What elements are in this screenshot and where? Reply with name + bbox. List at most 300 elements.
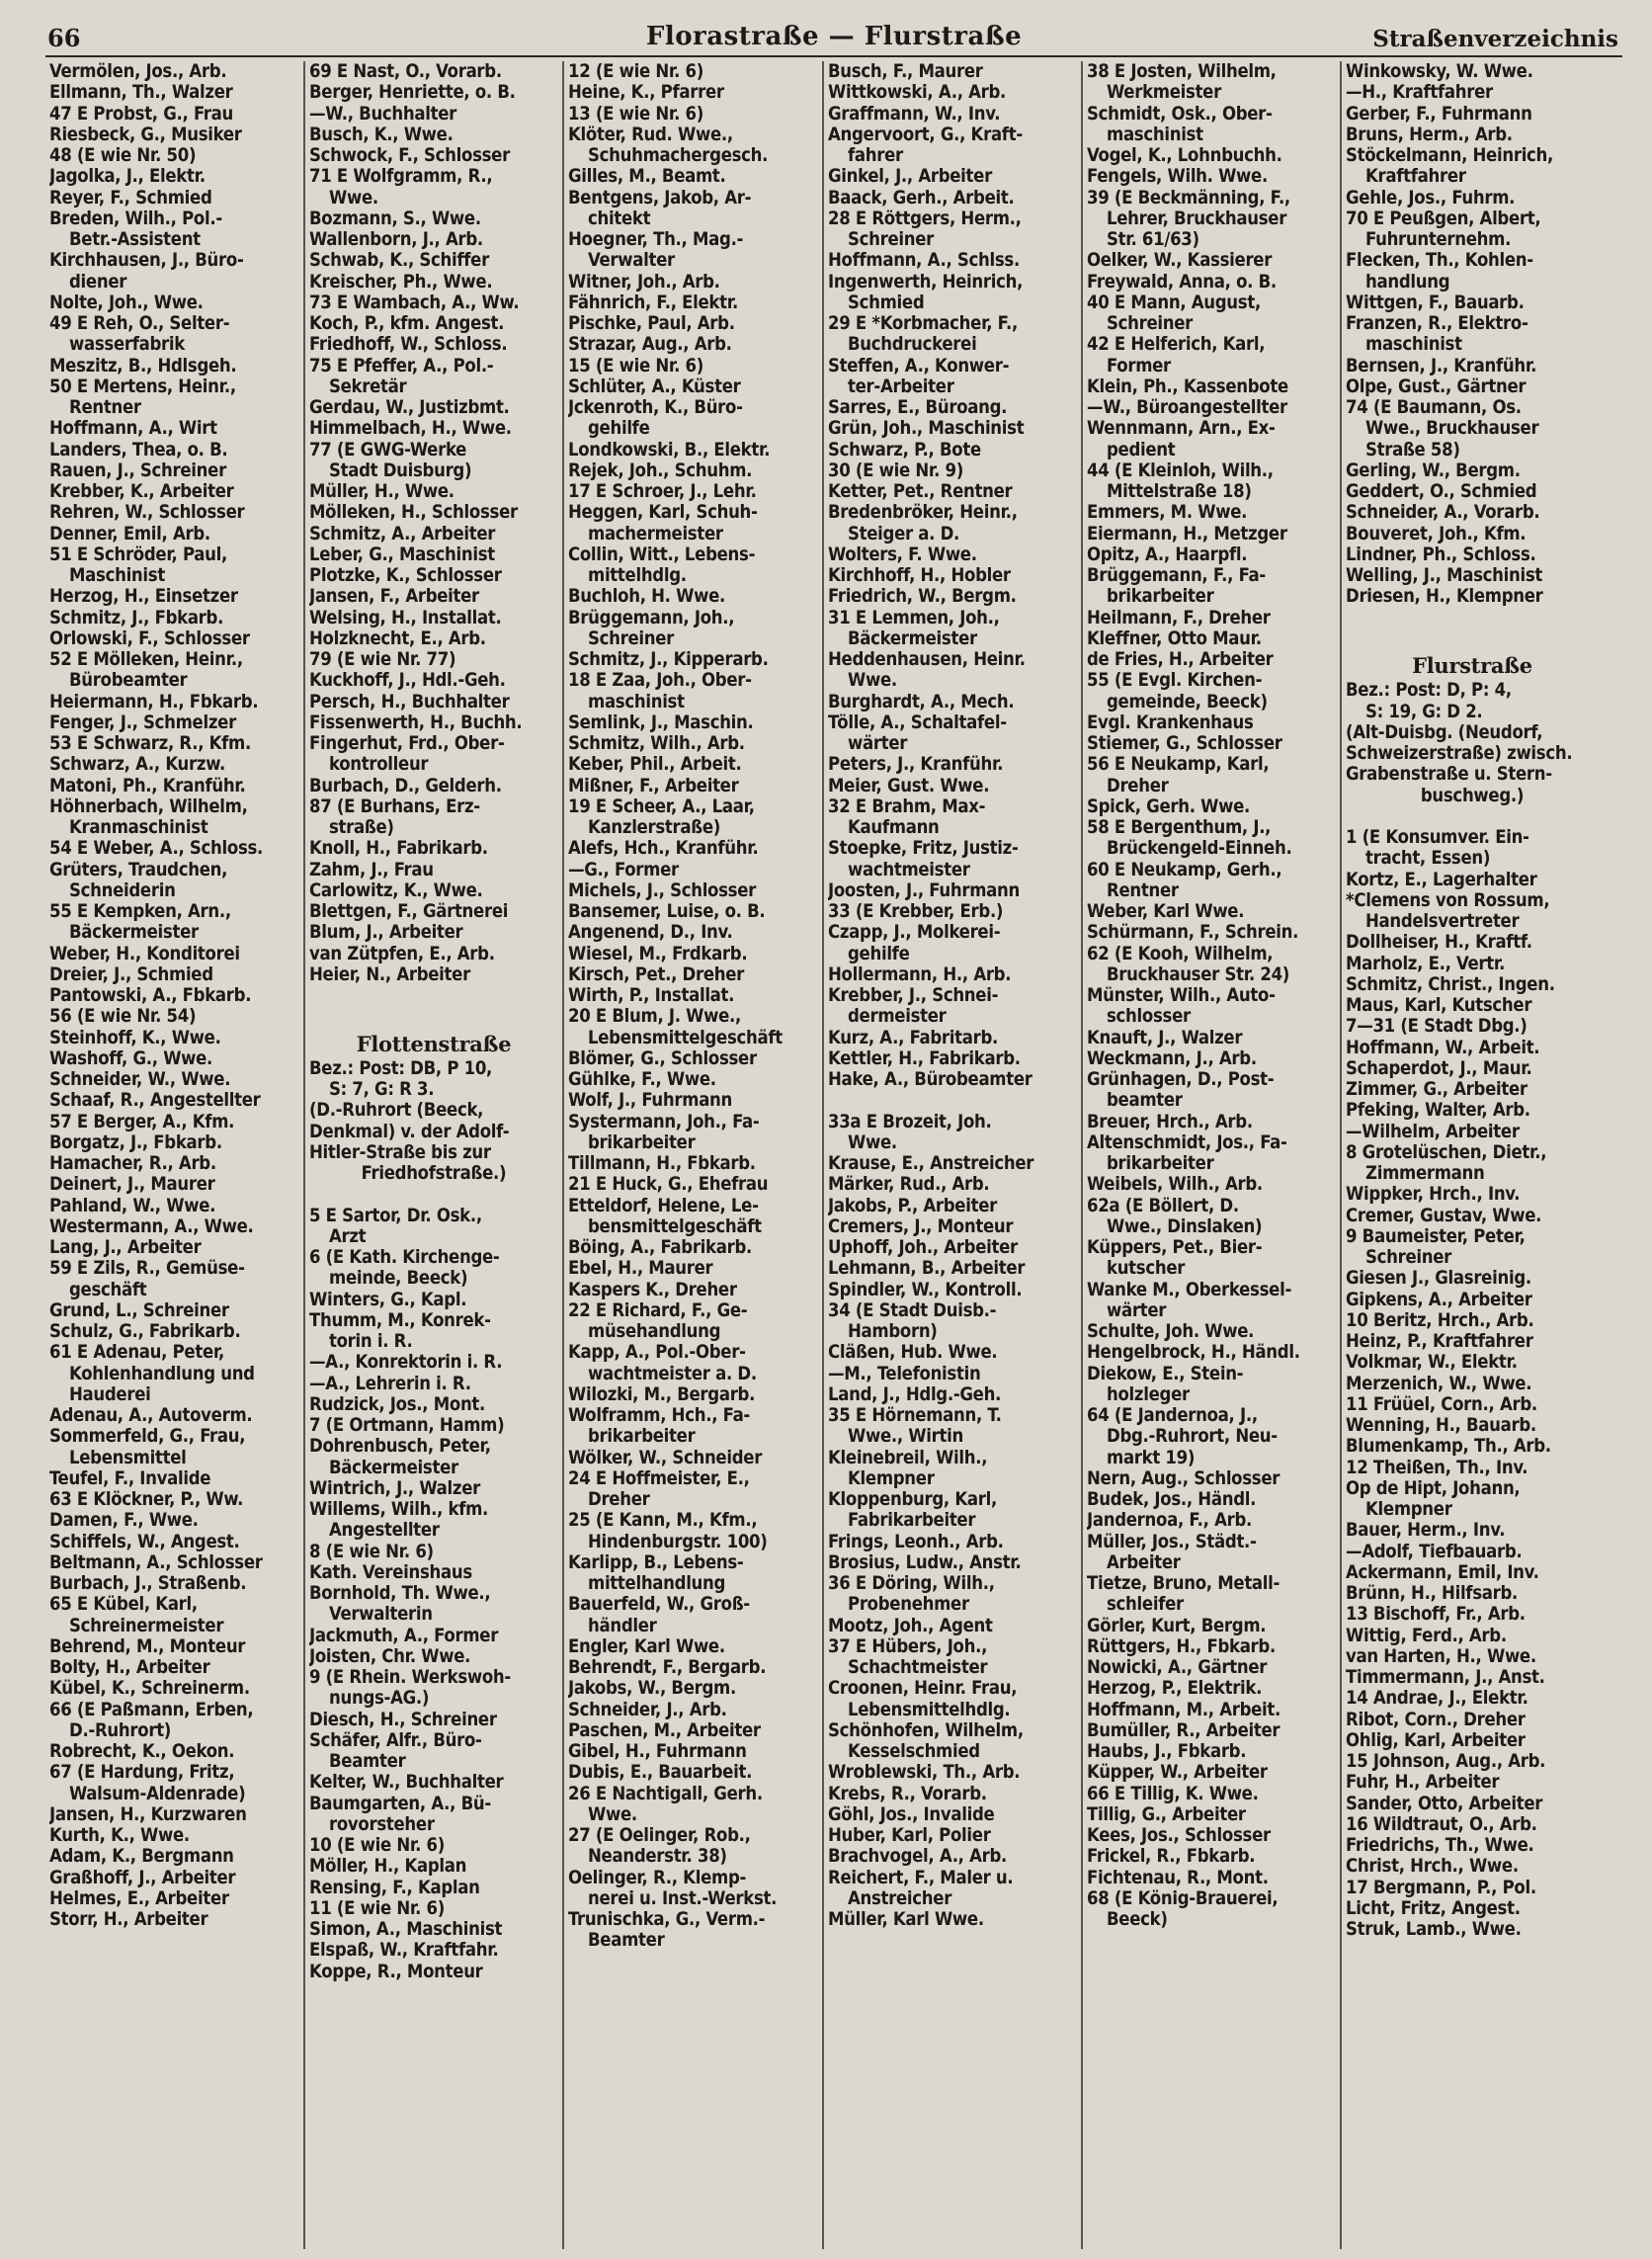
directory-entry: Wwe. bbox=[329, 187, 378, 209]
directory-entry: Jackmuth, A., Former bbox=[309, 1625, 499, 1646]
directory-entry: Beamter bbox=[588, 1930, 665, 1952]
directory-entry: Friedhoff, W., Schloss. bbox=[309, 334, 508, 356]
directory-entry: —W., Büroangestellter bbox=[1087, 397, 1287, 418]
directory-entry: Deinert, J., Maurer bbox=[49, 1174, 215, 1196]
directory-entry: Krebber, K., Arbeiter bbox=[49, 481, 234, 502]
directory-entry: Oelinger, R., Klemp- bbox=[568, 1867, 747, 1888]
directory-entry: Bornhold, Th. Wwe., bbox=[309, 1583, 491, 1604]
directory-entry: Nolte, Joh., Wwe. bbox=[49, 292, 204, 313]
directory-entry: Brüggemann, Joh., bbox=[568, 607, 735, 628]
directory-entry: Karlipp, B., Lebens- bbox=[568, 1551, 744, 1573]
directory-entry: Schreiner bbox=[588, 628, 675, 649]
directory-entry: Kelter, W., Buchhalter bbox=[309, 1772, 504, 1794]
directory-entry: 70 E Peußgen, Albert, bbox=[1346, 208, 1541, 229]
directory-entry: müsehandlung bbox=[588, 1321, 721, 1342]
directory-entry: Bernsen, J., Kranführ. bbox=[1346, 355, 1537, 376]
directory-entry: maschinist bbox=[588, 691, 685, 712]
directory-entry: Schürmann, F., Schrein. bbox=[1087, 922, 1299, 944]
directory-entry: kontrolleur bbox=[329, 754, 429, 776]
directory-entry: Lehrer, Bruckhauser bbox=[1107, 208, 1287, 229]
directory-entry: Arbeiter bbox=[1107, 1551, 1181, 1573]
directory-entry: 79 (E wie Nr. 77) bbox=[309, 649, 456, 670]
directory-entry: Schneider, W., Wwe. bbox=[49, 1069, 231, 1090]
directory-entry: Wolframm, Hch., Fa- bbox=[568, 1405, 750, 1426]
directory-entry: 74 (E Baumann, Os. bbox=[1346, 397, 1522, 418]
directory-entry: Strazar, Aug., Arb. bbox=[568, 334, 732, 356]
directory-entry: Jckenroth, K., Büro- bbox=[568, 397, 743, 418]
directory-entry: Lang, J., Arbeiter bbox=[49, 1237, 202, 1258]
directory-entry: Wilozki, M., Bergarb. bbox=[568, 1383, 756, 1405]
directory-entry: Str. 61/63) bbox=[1107, 229, 1199, 250]
directory-entry: Klempner bbox=[1365, 1499, 1452, 1520]
directory-entry: Bäckermeister bbox=[848, 628, 977, 649]
directory-entry: Witner, Joh., Arb. bbox=[568, 271, 720, 293]
directory-entry: buschweg.) bbox=[1420, 785, 1525, 806]
directory-entry: 5 E Sartor, Dr. Osk., bbox=[309, 1205, 482, 1226]
directory-entry: Jakobs, W., Bergm. bbox=[568, 1678, 736, 1700]
directory-entry: Kesselschmied bbox=[848, 1741, 980, 1762]
directory-entry: Lebensmittel bbox=[69, 1447, 187, 1468]
column-3 bbox=[564, 61, 824, 2249]
directory-entry: Cläßen, Hub. Wwe. bbox=[828, 1342, 998, 1364]
directory-entry: 37 E Hübers, Joh., bbox=[828, 1635, 988, 1657]
directory-entry: Vermölen, Jos., Arb. bbox=[49, 61, 227, 82]
directory-entry: wachtmeister bbox=[848, 859, 970, 880]
directory-entry: Bouveret, Joh., Kfm. bbox=[1346, 523, 1527, 544]
directory-entry: Nowicki, A., Gärtner bbox=[1087, 1657, 1268, 1678]
directory-entry: Cremers, J., Monteur bbox=[828, 1215, 1014, 1237]
spacer bbox=[309, 1184, 558, 1205]
directory-entry: Struk, Lamb., Wwe. bbox=[1346, 1919, 1522, 1940]
directory-entry: torin i. R. bbox=[329, 1331, 413, 1352]
directory-entry: Flecken, Th., Kohlen- bbox=[1346, 250, 1533, 272]
directory-entry: Münster, Wilh., Auto- bbox=[1087, 985, 1276, 1006]
directory-entry: Dubis, E., Bauarbeit. bbox=[568, 1762, 753, 1784]
directory-entry: Heinz, P., Kraftfahrer bbox=[1346, 1331, 1533, 1352]
directory-entry: Kaspers K., Dreher bbox=[568, 1279, 737, 1300]
directory-entry: Angenend, D., Inv. bbox=[568, 922, 733, 944]
directory-entry: Tillmann, H., Fbkarb. bbox=[568, 1153, 756, 1174]
directory-entry: 33 (E Krebber, Erb.) bbox=[828, 901, 1004, 922]
directory-entry: de Fries, H., Arbeiter bbox=[1087, 649, 1274, 670]
directory-entry: Wittgen, F., Bauarb. bbox=[1346, 292, 1525, 313]
directory-entry: 8 (E wie Nr. 6) bbox=[309, 1541, 434, 1562]
directory-entry: Koppe, R., Monteur bbox=[309, 1961, 483, 1982]
directory-entry: Wroblewski, Th., Arb. bbox=[828, 1762, 1021, 1784]
directory-entry: Schuhmachergesch. bbox=[588, 145, 769, 166]
directory-entry: Meszitz, B., Hdlsgeh. bbox=[49, 355, 237, 376]
directory-entry: Reichert, F., Maler u. bbox=[828, 1867, 1014, 1888]
directory-entry: Burghardt, A., Mech. bbox=[828, 691, 1015, 712]
directory-entry: Sommerfeld, G., Frau, bbox=[49, 1426, 246, 1448]
directory-entry: 62 (E Kooh, Wilhelm, bbox=[1087, 943, 1274, 964]
directory-entry: Wallenborn, J., Arb. bbox=[309, 229, 483, 250]
directory-entry: Hoegner, Th., Mag.- bbox=[568, 229, 744, 250]
directory-entry: Marholz, E., Vertr. bbox=[1346, 953, 1506, 974]
directory-entry: Schmied bbox=[848, 292, 925, 313]
directory-entry: Herzog, H., Einsetzer bbox=[49, 586, 238, 608]
directory-entry: Thumm, M., Konrek- bbox=[309, 1309, 491, 1331]
directory-entry: 55 (E Evgl. Kirchen- bbox=[1087, 670, 1263, 692]
directory-entry: Winters, G., Kapl. bbox=[309, 1289, 467, 1310]
directory-entry: Fabrikarbeiter bbox=[848, 1510, 976, 1532]
directory-entry: Müller, Jos., Städt.- bbox=[1087, 1531, 1257, 1552]
directory-entry: Hitler-Straße bis zur bbox=[309, 1141, 491, 1163]
directory-entry: Kleinebreil, Wilh., bbox=[828, 1447, 988, 1468]
directory-entry: Schreiner bbox=[848, 229, 935, 250]
directory-entry: Westermann, A., Wwe. bbox=[49, 1215, 254, 1237]
directory-entry: Spick, Gerh. Wwe. bbox=[1087, 795, 1251, 817]
directory-entry: Hamborn) bbox=[848, 1321, 938, 1342]
directory-entry: Dreher bbox=[1107, 775, 1169, 796]
directory-entry: Opitz, A., Haarpfl. bbox=[1087, 544, 1248, 565]
directory-entry: Fuhr, H., Arbeiter bbox=[1346, 1772, 1500, 1794]
directory-entry: Cremer, Gustav, Wwe. bbox=[1346, 1205, 1542, 1226]
directory-entry: 8 Grotelüschen, Dietr., bbox=[1346, 1141, 1547, 1163]
directory-entry: 40 E Mann, August, bbox=[1087, 292, 1261, 313]
directory-entry: Anstreicher bbox=[848, 1887, 952, 1909]
directory-entry: Stöckelmann, Heinrich, bbox=[1346, 145, 1554, 166]
directory-entry: Grüters, Traudchen, bbox=[49, 859, 228, 880]
directory-entry: 34 (E Stadt Duisb.- bbox=[828, 1299, 997, 1321]
directory-entry: Kloppenburg, Karl, bbox=[828, 1489, 997, 1510]
directory-entry: 44 (E Kleinloh, Wilh., bbox=[1087, 460, 1274, 481]
directory-entry: Driesen, H., Klempner bbox=[1346, 586, 1543, 608]
directory-entry: Oelker, W., Kassierer bbox=[1087, 250, 1273, 272]
directory-entry: Berger, Henriette, o. B. bbox=[309, 82, 516, 104]
directory-entry: machermeister bbox=[588, 523, 723, 544]
directory-entry: Görler, Kurt, Bergm. bbox=[1087, 1615, 1267, 1636]
directory-entry: Mootz, Joh., Agent bbox=[828, 1615, 993, 1636]
directory-entry: Werkmeister bbox=[1107, 82, 1221, 104]
directory-entry: Mittelstraße 18) bbox=[1107, 481, 1252, 502]
directory-entry: Schaaf, R., Angestellter bbox=[49, 1090, 261, 1112]
directory-entry: Rentner bbox=[69, 397, 141, 418]
directory-entry: Jandernoa, F., Arb. bbox=[1087, 1510, 1253, 1532]
directory-entry: Londkowski, B., Elektr. bbox=[568, 439, 771, 460]
directory-entry: Schreiner bbox=[1107, 313, 1194, 334]
directory-entry: Bez.: Post: DB, P 10, bbox=[309, 1057, 493, 1079]
directory-entry: Denkmal) v. der Adolf- bbox=[309, 1121, 510, 1142]
directory-entry: Gerber, F., Fuhrmann bbox=[1346, 103, 1532, 125]
directory-entry: Christ, Hrch., Wwe. bbox=[1346, 1856, 1519, 1878]
directory-entry: Czapp, J., Molkerei- bbox=[828, 922, 1001, 944]
directory-entry: Krebs, R., Vorarb. bbox=[828, 1783, 987, 1804]
directory-entry: Gehle, Jos., Fuhrm. bbox=[1346, 187, 1516, 209]
directory-entry: Jansen, F., Arbeiter bbox=[309, 586, 479, 608]
directory-entry: Bauerfeld, W., Groß- bbox=[568, 1594, 750, 1616]
directory-entry: Probenehmer bbox=[848, 1594, 969, 1616]
directory-entry: Schaperdot, J., Maur. bbox=[1346, 1057, 1532, 1079]
directory-entry: Graßhoff, J., Arbeiter bbox=[49, 1867, 236, 1888]
directory-entry: Schiffels, W., Angest. bbox=[49, 1531, 240, 1552]
directory-entry: Wennmann, Arn., Ex- bbox=[1087, 418, 1276, 440]
directory-entry: Kaufmann bbox=[848, 817, 940, 838]
directory-entry: Schneider, J., Arb. bbox=[568, 1699, 727, 1720]
directory-entry: 35 E Hörnemann, T. bbox=[828, 1405, 1002, 1426]
directory-entry: nungs-AG.) bbox=[329, 1688, 430, 1710]
directory-entry: 13 (E wie Nr. 6) bbox=[568, 103, 704, 125]
directory-entry: Hengelbrock, H., Händl. bbox=[1087, 1342, 1300, 1364]
directory-entry: 9 (E Rhein. Werkswoh- bbox=[309, 1667, 511, 1688]
directory-entry: 24 E Hoffmeister, E., bbox=[568, 1467, 750, 1489]
directory-entry: Kurz, A., Fabritarb. bbox=[828, 1027, 999, 1048]
directory-entry: Weckmann, J., Arb. bbox=[1087, 1047, 1257, 1069]
directory-entry: Kreischer, Ph., Wwe. bbox=[309, 271, 493, 293]
directory-entry: Wirth, P., Installat. bbox=[568, 985, 735, 1006]
directory-entry: Landers, Thea, o. B. bbox=[49, 439, 228, 460]
directory-entry: maschinist bbox=[1107, 124, 1203, 145]
directory-entry: Schulte, Joh. Wwe. bbox=[1087, 1321, 1255, 1342]
directory-entry: 75 E Pfeffer, A., Pol.- bbox=[309, 355, 494, 376]
directory-entry: Fenger, J., Schmelzer bbox=[49, 711, 236, 733]
directory-entry: Kübel, K., Schreinerm. bbox=[49, 1678, 250, 1700]
directory-entry: Hake, A., Bürobeamter bbox=[828, 1069, 1032, 1090]
directory-entry: Hindenburgstr. 100) bbox=[588, 1531, 768, 1552]
spacer bbox=[1346, 628, 1599, 649]
directory-entry: 61 E Adenau, Peter, bbox=[49, 1342, 225, 1364]
directory-entry: mittelhdlg. bbox=[588, 565, 687, 586]
directory-entry: Bäckermeister bbox=[69, 922, 199, 944]
directory-entry: 16 Wildtraut, O., Arb. bbox=[1346, 1813, 1537, 1835]
directory-entry: Schneiderin bbox=[69, 879, 176, 901]
directory-entry: Freywald, Anna, o. B. bbox=[1087, 271, 1277, 293]
directory-entry: Brückengeld-Einneh. bbox=[1107, 838, 1292, 860]
directory-entry: Busch, F., Maurer bbox=[828, 61, 983, 82]
directory-entry: Geddert, O., Schmied bbox=[1346, 481, 1537, 502]
directory-entry: Hoffmann, A., Wirt bbox=[49, 418, 217, 440]
directory-entry: 64 (E Jandernoa, J., bbox=[1087, 1405, 1258, 1426]
directory-entry: Budek, Jos., Händl. bbox=[1087, 1489, 1257, 1510]
directory-entry: Dreier, J., Schmied bbox=[49, 963, 213, 985]
directory-entry: Friedhofstraße.) bbox=[361, 1163, 507, 1184]
directory-entry: wärter bbox=[1107, 1299, 1167, 1321]
directory-entry: 54 E Weber, A., Schloss. bbox=[49, 838, 264, 860]
directory-entry: Grün, Joh., Maschinist bbox=[828, 418, 1025, 440]
directory-entry: Dbg.-Ruhrort, Neu- bbox=[1107, 1426, 1278, 1448]
directory-entry: Bez.: Post: D, P: 4, bbox=[1346, 680, 1512, 702]
directory-entry: 31 E Lemmen, Joh., bbox=[828, 607, 1000, 628]
columns bbox=[45, 61, 1622, 2249]
directory-entry: Frings, Leonh., Arb. bbox=[828, 1531, 1004, 1552]
directory-entry: Schmitz, A., Arbeiter bbox=[309, 523, 496, 544]
directory-entry: Heggen, Karl, Schuh- bbox=[568, 502, 758, 524]
directory-entry: Ketter, Pet., Rentner bbox=[828, 481, 1013, 502]
directory-entry: Möller, H., Kaplan bbox=[309, 1856, 467, 1878]
directory-entry: Simon, A., Maschinist bbox=[309, 1919, 503, 1940]
directory-entry: Elspaß, W., Kraftfahr. bbox=[309, 1940, 499, 1962]
directory-entry: händler bbox=[588, 1615, 657, 1636]
directory-entry: Rensing, F., Kaplan bbox=[309, 1877, 480, 1898]
column-6 bbox=[1342, 61, 1603, 2249]
directory-entry: Land, J., Hdlg.-Geh. bbox=[828, 1383, 1002, 1405]
directory-entry: Etteldorf, Helene, Le- bbox=[568, 1195, 759, 1216]
directory-entry: Schmitz, J., Kipperarb. bbox=[568, 649, 769, 670]
directory-entry: Schreinermeister bbox=[69, 1615, 224, 1636]
directory-entry: Systermann, Joh., Fa- bbox=[568, 1111, 760, 1132]
directory-entry: Wolters, F. Wwe. bbox=[828, 544, 977, 565]
directory-entry: Schwock, F., Schlosser bbox=[309, 145, 510, 166]
directory-entry: Buchdruckerei bbox=[848, 334, 977, 356]
directory-entry: Kanzlerstraße) bbox=[588, 817, 721, 838]
directory-entry: 62a (E Böllert, D. bbox=[1087, 1195, 1239, 1216]
directory-entry: Klein, Ph., Kassenbote bbox=[1087, 376, 1288, 397]
directory-entry: Pahland, W., Wwe. bbox=[49, 1195, 216, 1216]
directory-entry: 67 (E Hardung, Fritz, bbox=[49, 1762, 235, 1784]
directory-entry: Bruckhauser Str. 24) bbox=[1107, 963, 1290, 985]
directory-entry: Heine, K., Pfarrer bbox=[568, 82, 724, 104]
directory-entry: Brachvogel, A., Arb. bbox=[828, 1846, 1008, 1868]
directory-entry: Straße 58) bbox=[1365, 439, 1460, 460]
directory-entry: Bruns, Herm., Arb. bbox=[1346, 124, 1513, 145]
directory-entry: 57 E Berger, A., Kfm. bbox=[49, 1111, 235, 1132]
directory-entry: Mißner, F., Arbeiter bbox=[568, 775, 739, 796]
directory-entry: 29 E *Korbmacher, F., bbox=[828, 313, 1018, 334]
directory-entry: Schmidt, Osk., Ober- bbox=[1087, 103, 1273, 125]
directory-entry: Wwe., Bruckhauser bbox=[1365, 418, 1539, 440]
directory-entry: 27 (E Oelinger, Rob., bbox=[568, 1825, 751, 1846]
page-header bbox=[45, 22, 1622, 57]
directory-entry: Kettler, H., Fabrikarb. bbox=[828, 1047, 1021, 1069]
directory-entry: Ohlig, Karl, Arbeiter bbox=[1346, 1729, 1526, 1751]
directory-entry: Adenau, A., Autoverm. bbox=[49, 1405, 253, 1426]
directory-entry: Eiermann, H., Metzger bbox=[1087, 523, 1287, 544]
directory-entry: Pfeking, Walter, Arb. bbox=[1346, 1100, 1530, 1122]
directory-entry: Rudzick, Jos., Mont. bbox=[309, 1393, 486, 1415]
directory-entry: Kuckhoff, J., Hdl.-Geh. bbox=[309, 670, 506, 692]
directory-entry: Sander, Otto, Arbeiter bbox=[1346, 1793, 1543, 1814]
directory-entry: 36 E Döring, Wilh., bbox=[828, 1573, 995, 1594]
directory-entry: Joisten, Chr. Wwe. bbox=[309, 1645, 471, 1667]
directory-entry: Krause, E., Anstreicher bbox=[828, 1153, 1034, 1174]
directory-entry: Schmitz, J., Fbkarb. bbox=[49, 607, 224, 628]
directory-entry: Brünn, H., Hilfsarb. bbox=[1346, 1583, 1519, 1604]
directory-entry: 60 E Neukamp, Gerh., bbox=[1087, 859, 1282, 880]
directory-entry: 11 Früüel, Corn., Arb. bbox=[1346, 1393, 1537, 1415]
directory-entry: Heiermann, H., Fbkarb. bbox=[49, 691, 259, 712]
directory-entry: 69 E Nast, O., Vorarb. bbox=[309, 61, 502, 82]
directory-entry: Bauer, Herm., Inv. bbox=[1346, 1520, 1506, 1542]
directory-entry: Kirchhausen, J., Büro- bbox=[49, 250, 244, 272]
directory-entry: Blumenkamp, Th., Arb. bbox=[1346, 1436, 1551, 1458]
directory-entry: Damen, F., Wwe. bbox=[49, 1510, 199, 1532]
directory-entry: Teufel, F., Invalide bbox=[49, 1467, 211, 1489]
directory-entry: Maus, Karl, Kutscher bbox=[1346, 995, 1532, 1016]
directory-entry: Fuhrunternehm. bbox=[1365, 229, 1512, 250]
directory-entry: Wolf, J., Fuhrmann bbox=[568, 1090, 733, 1112]
directory-entry: Buchloh, H. Wwe. bbox=[568, 586, 725, 608]
directory-entry: Gibel, H., Fuhrmann bbox=[568, 1741, 747, 1762]
directory-entry: 66 (E Paßmann, Erben, bbox=[49, 1699, 254, 1720]
directory-entry: Schlüter, A., Küster bbox=[568, 376, 741, 397]
directory-entry: 10 (E wie Nr. 6) bbox=[309, 1835, 446, 1856]
directory-entry: Carlowitz, K., Wwe. bbox=[309, 879, 483, 901]
directory-entry: 18 E Zaa, Joh., Ober- bbox=[568, 670, 752, 692]
directory-entry: 53 E Schwarz, R., Kfm. bbox=[49, 733, 251, 754]
directory-entry: Dollheiser, H., Kraftf. bbox=[1346, 932, 1532, 954]
directory-entry: rovorsteher bbox=[329, 1813, 435, 1835]
directory-entry: wärter bbox=[848, 733, 908, 754]
directory-entry: 66 E Tillig, K. Wwe. bbox=[1087, 1783, 1259, 1804]
directory-entry: Baack, Gerh., Arbeit. bbox=[828, 187, 1015, 209]
directory-entry: —G., Former bbox=[568, 859, 679, 880]
directory-entry: 12 Theißen, Th., Inv. bbox=[1346, 1457, 1528, 1478]
directory-entry: Riesbeck, G., Musiker bbox=[49, 124, 242, 145]
directory-entry: 6 (E Kath. Kirchenge- bbox=[309, 1247, 500, 1268]
directory-entry: Frickel, R., Fbkarb. bbox=[1087, 1846, 1256, 1868]
directory-entry: Nern, Aug., Schlosser bbox=[1087, 1467, 1280, 1489]
directory-entry: Timmermann, J., Anst. bbox=[1346, 1667, 1545, 1688]
directory-entry: Leber, G., Maschinist bbox=[309, 544, 495, 565]
directory-entry: 52 E Mölleken, Heinr., bbox=[49, 649, 243, 670]
directory-entry: Schachtmeister bbox=[848, 1657, 988, 1678]
directory-entry: Knauft, J., Walzer bbox=[1087, 1027, 1243, 1048]
directory-entry: Volkmar, W., Elektr. bbox=[1346, 1352, 1518, 1374]
street-heading: Flurstraße bbox=[1412, 653, 1532, 678]
directory-entry: Diekow, E., Stein- bbox=[1087, 1363, 1244, 1384]
directory-entry: Burbach, J., Straßenb. bbox=[49, 1573, 247, 1594]
directory-entry: markt 19) bbox=[1107, 1447, 1196, 1468]
directory-entry: Lebensmittelhdlg. bbox=[848, 1699, 1011, 1720]
directory-entry: Grund, L., Schreiner bbox=[49, 1299, 229, 1321]
column-2 bbox=[305, 61, 564, 2249]
directory-entry: Schwab, K., Schiffer bbox=[309, 250, 489, 272]
directory-entry: 20 E Blum, J. Wwe., bbox=[568, 1006, 742, 1028]
street-heading: Flottenstraße bbox=[356, 1031, 512, 1056]
directory-entry: Bolty, H., Arbeiter bbox=[49, 1657, 210, 1678]
directory-entry: Ginkel, J., Arbeiter bbox=[828, 166, 992, 188]
directory-entry: 25 (E Kann, M., Kfm., bbox=[568, 1510, 758, 1532]
directory-entry: Steffen, A., Konwer- bbox=[828, 355, 1010, 376]
directory-entry: 49 E Reh, O., Selter- bbox=[49, 313, 230, 334]
directory-entry: Schmitz, Wilh., Arb. bbox=[568, 733, 745, 754]
directory-entry: Rehren, W., Schlosser bbox=[49, 502, 245, 524]
directory-entry: Knoll, H., Fabrikarb. bbox=[309, 838, 488, 860]
directory-entry: brikarbeiter bbox=[1107, 586, 1214, 608]
directory-entry: Bumüller, R., Arbeiter bbox=[1087, 1719, 1280, 1741]
directory-entry: 10 Beritz, Hrch., Arb. bbox=[1346, 1309, 1534, 1331]
directory-entry: Brüggemann, F., Fa- bbox=[1087, 565, 1266, 586]
directory-entry: Wwe. bbox=[848, 1131, 897, 1153]
directory-entry: Behrend, M., Monteur bbox=[49, 1635, 246, 1657]
directory-entry: Schmitz, Christ., Ingen. bbox=[1346, 973, 1555, 995]
directory-entry: Kath. Vereinshaus bbox=[309, 1561, 472, 1583]
directory-entry: Müller, H., Wwe. bbox=[309, 481, 454, 502]
directory-entry: Kees, Jos., Schlosser bbox=[1087, 1825, 1271, 1846]
directory-entry: 28 E Röttgers, Herm., bbox=[828, 208, 1022, 229]
directory-entry: Arzt bbox=[329, 1225, 367, 1247]
directory-entry: Behrendt, F., Bergarb. bbox=[568, 1657, 767, 1678]
page-title: Florastraße — Flurstraße bbox=[645, 22, 1023, 51]
directory-entry: Hoffmann, M., Arbeit. bbox=[1087, 1699, 1281, 1720]
directory-entry: Giesen J., Glasreinig. bbox=[1346, 1268, 1531, 1290]
directory-entry: Keber, Phil., Arbeit. bbox=[568, 754, 742, 776]
spacer bbox=[1346, 806, 1599, 827]
directory-entry: Altenschmidt, Jos., Fa- bbox=[1087, 1131, 1287, 1153]
directory-entry: Jansen, H., Kurzwaren bbox=[49, 1803, 247, 1825]
directory-entry: 56 (E wie Nr. 54) bbox=[49, 1006, 197, 1028]
directory-entry: Evgl. Krankenhaus bbox=[1087, 711, 1254, 733]
directory-entry: Dreher bbox=[588, 1489, 650, 1510]
directory-entry: Adam, K., Bergmann bbox=[49, 1846, 234, 1868]
directory-entry: Beltmann, A., Schlosser bbox=[49, 1551, 263, 1573]
directory-entry: Blettgen, F., Gärtnerei bbox=[309, 901, 509, 922]
directory-entry: Plotzke, K., Schlosser bbox=[309, 565, 502, 586]
directory-entry: Washoff, G., Wwe. bbox=[49, 1047, 213, 1069]
directory-entry: brikarbeiter bbox=[1107, 1153, 1214, 1174]
directory-entry: Verwalterin bbox=[329, 1604, 433, 1626]
directory-entry: 48 (E wie Nr. 50) bbox=[49, 145, 197, 166]
